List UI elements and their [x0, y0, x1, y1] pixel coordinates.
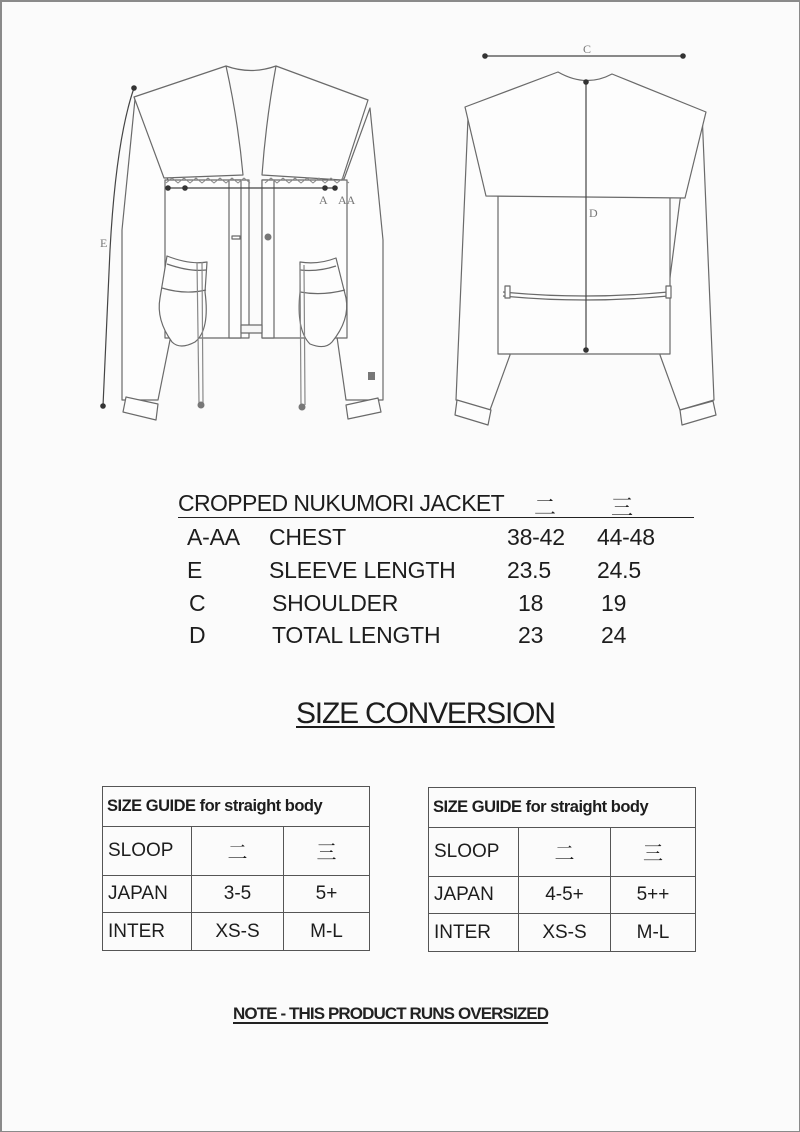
measurement-code: C — [189, 590, 206, 616]
measurement-value-size2: 23 — [518, 622, 544, 648]
row-label: SLOOP — [429, 828, 519, 877]
label-a: A — [319, 193, 328, 207]
row-label: SLOOP — [103, 827, 192, 876]
cell-value: 三 — [611, 828, 696, 877]
measurement-value-size2: 38-42 — [507, 524, 565, 550]
size-guide-row-sloop — [103, 827, 370, 876]
measurement-name: CHEST — [269, 524, 346, 550]
size-guide-row-japan — [103, 875, 370, 913]
measurement-value-size2: 18 — [518, 590, 544, 616]
cell-value: XS-S — [192, 913, 284, 951]
size-guide-table-1 — [102, 786, 370, 951]
cell-value: XS-S — [519, 914, 611, 952]
cell-value: 4-5+ — [519, 876, 611, 914]
product-title: CROPPED NUKUMORI JACKET — [178, 490, 505, 516]
cell-value: 三 — [284, 827, 370, 876]
jacket-illustrations — [0, 0, 800, 460]
row-label: JAPAN — [103, 875, 192, 913]
size-conversion-title: SIZE CONVERSION — [296, 697, 555, 730]
cell-value: 3-5 — [192, 875, 284, 913]
measurement-value-size3: 24.5 — [597, 557, 641, 583]
row-label: INTER — [429, 914, 519, 952]
measurement-value-size2: 23.5 — [507, 557, 551, 583]
measurement-name: SHOULDER — [272, 590, 399, 616]
size-guide-row-inter — [103, 913, 370, 951]
row-label: JAPAN — [429, 876, 519, 914]
label-aa: AA — [338, 193, 356, 207]
size-guide-row-japan — [429, 876, 696, 914]
measurement-code: A-AA — [187, 524, 240, 550]
size-header-2: 二 — [534, 496, 557, 521]
size-guide-row-inter — [429, 914, 696, 952]
measurement-name: TOTAL LENGTH — [272, 622, 441, 648]
measurement-row-chest — [0, 524, 800, 556]
cell-value: 二 — [519, 828, 611, 877]
row-label: INTER — [103, 913, 192, 951]
label-c: C — [583, 42, 592, 56]
label-d: D — [589, 206, 598, 220]
measurements-header — [178, 490, 694, 521]
measurement-row-sleeve — [0, 557, 800, 589]
size-header-3: 三 — [611, 496, 634, 521]
front-view-jacket-drawing — [122, 66, 383, 420]
measurement-code: D — [189, 622, 206, 648]
measurement-value-size3: 24 — [601, 622, 627, 648]
size-guide-table-2 — [428, 787, 696, 952]
cell-value: 二 — [192, 827, 284, 876]
cell-value: M-L — [611, 914, 696, 952]
cell-value: 5++ — [611, 876, 696, 914]
size-guide-heading: SIZE GUIDE for straight body — [103, 787, 370, 827]
cell-value: 5+ — [284, 875, 370, 913]
measurement-value-size3: 44-48 — [597, 524, 655, 550]
size-guide-heading: SIZE GUIDE for straight body — [429, 788, 696, 828]
measurement-row-total-length — [0, 622, 800, 654]
cell-value: M-L — [284, 913, 370, 951]
measurement-row-shoulder — [0, 590, 800, 622]
measurement-name: SLEEVE LENGTH — [269, 557, 456, 583]
measurement-code: E — [187, 557, 203, 583]
label-e: E — [100, 236, 108, 250]
measurement-value-size3: 19 — [601, 590, 627, 616]
oversized-note: NOTE - THIS PRODUCT RUNS OVERSIZED — [233, 1004, 549, 1023]
size-guide-row-sloop — [429, 828, 696, 877]
